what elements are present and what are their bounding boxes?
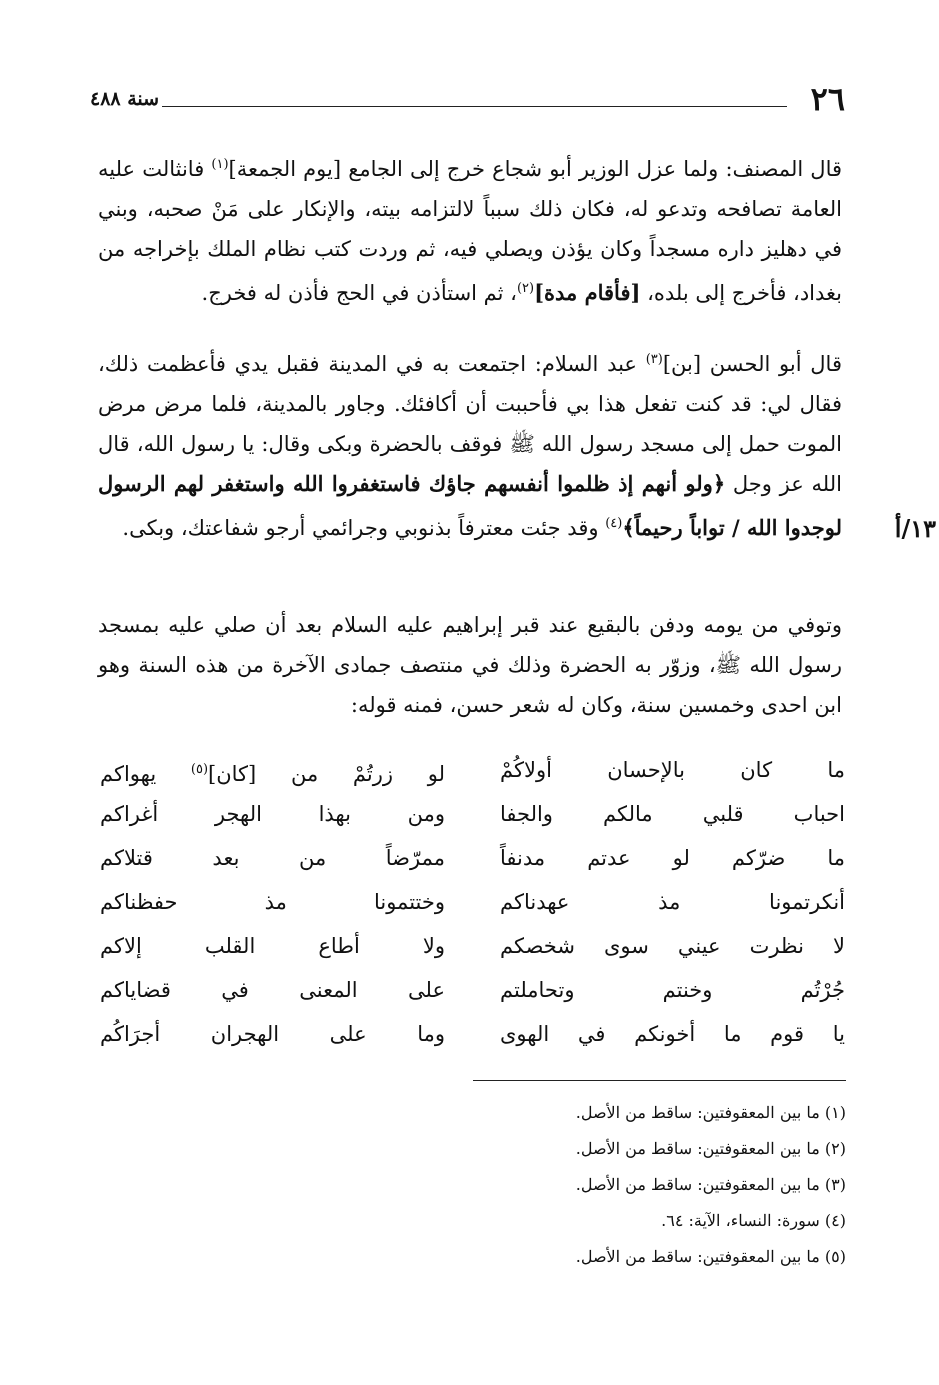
paragraph-text: ، ثم استأذن في الحج فأذن له فخرج. [201, 281, 517, 305]
poem-second-hemistich: وما على الهجران أجرَاكُم [100, 1022, 445, 1046]
paragraph-death [98, 605, 842, 725]
poem-verse [90, 794, 845, 834]
poem-verse [90, 750, 845, 790]
poem-second-hemistich: على المعنى في قضاياكم [100, 978, 445, 1002]
poem-verse [90, 970, 845, 1010]
poem-first-hemistich: ما كان بالإحسان أولاكُمْ [500, 758, 845, 782]
footnote-2: (٢) ما بين المعقوفتين: ساقط من الأصل. [575, 1139, 846, 1158]
footnote-ref-5: (٥) [190, 762, 209, 777]
poem-first-hemistich: احباب قلبي مالكم والجفا [500, 802, 845, 826]
hemistich-text: لو زرتُمْ من [كان] [208, 762, 445, 786]
paragraph-vizier-dismissal [98, 145, 842, 313]
paragraph-text: وقد جئت معترفاً بذنوبي وجرائمي أرجو شفاعتك، وبكى. [122, 516, 606, 540]
quran-quote: ﴿ولو أنهم إذ ظلموا أنفسهم جاؤك فاستغفروا الله واستغفر لهم الرسول لوجدوا الله / تواباً رحيماً﴾ [98, 471, 842, 540]
poem-first-hemistich: أنكرتمونا مذ عهدناكم [500, 890, 845, 914]
footnote-ref-3: (٣) [645, 352, 663, 367]
page-number: ٢٦ [810, 80, 845, 118]
footnote-4: (٤) سورة: النساء، الآية: ٦٤. [661, 1211, 846, 1230]
page-header [90, 78, 845, 122]
poem-second-hemistich: وختتمونا مذ حفظناكم [100, 890, 445, 914]
footnote-1: (١) ما بين المعقوفتين: ساقط من الأصل. [575, 1103, 846, 1122]
footnotes [426, 1095, 846, 1275]
paragraph-text: وتوفي من يومه ودفن بالبقيع عند قبر إبراهيم عليه السلام بعد أن صلي عليه بمسجد رسول الله ﷺ، وزوّر به الحضرة وذلك في منتصف جمادى الآخرة من هذه السنة وهو ابن احدى وخمسين سنة، وكان له شعر حسن، فمنه قوله: [98, 613, 842, 717]
footnote-ref-2: (٢) [516, 281, 535, 296]
paragraph-text: قال أبو الحسن [بن] [662, 352, 842, 376]
footnote-ref-4: (٤) [605, 516, 623, 531]
footnote-separator [473, 1080, 846, 1081]
poem [90, 750, 845, 1060]
manuscript-folio-marker: ١٣/أ [894, 514, 936, 543]
poem-verse [90, 1014, 845, 1054]
header-rule [162, 106, 787, 107]
footnote-5: (٥) ما بين المعقوفتين: ساقط من الأصل. [575, 1247, 846, 1266]
paragraph-text: فانثالت عليه العامة تصافحه وتدعو له، فكان ذلك سبباً لالتزامه بيته، والإنكار على مَنْ صحبه، وبني في دهليز داره مسجداً وكان يؤذن ويصلي فيه، ثم وردت كتب نظام الملك بإخراجه من بغداد، فأخرج إلى بلده، [98, 157, 842, 305]
poem-first-hemistich: ما ضرّكم لو عدتم مدنفاً [500, 846, 845, 870]
poem-second-hemistich: ممرّضاً من بعد قتلاكم [100, 846, 445, 870]
year-label: سنة ٤٨٨ [90, 88, 160, 110]
bold-insertion: [فأقام مدة] [534, 280, 641, 305]
paragraph-text: عبد السلام: اجتمعت به في المدينة فقبل يدي فأعظمت ذلك، فقال لي: قد كنت تفعل هذا بي فأحببت أن أكافئك. وجاور بالمدينة، فلما مرض مرض الموت حمل إلى مسجد رسول الله ﷺ فوقف بالحضرة وبكى وقال: يا رسول الله، قال الله عز وجل [98, 352, 842, 496]
paragraph-abu-al-hasan [98, 340, 842, 548]
poem-first-hemistich: لا نظرت عيني سوى شخصكم [500, 934, 845, 958]
poem-second-hemistich: ولا أطاع القلب إلاكم [100, 934, 445, 958]
poem-first-hemistich: جُرْتُم وخنتم وتحاملتم [500, 978, 845, 1002]
footnote-3: (٣) ما بين المعقوفتين: ساقط من الأصل. [575, 1175, 846, 1194]
poem-verse [90, 838, 845, 878]
poem-verse [90, 882, 845, 922]
footnote-ref-1: (١) [211, 157, 229, 172]
hemistich-text: يهواكم [100, 762, 191, 786]
paragraph-text: قال المصنف: ولما عزل الوزير أبو شجاع خرج إلى الجامع [يوم الجمعة] [228, 157, 843, 181]
poem-second-hemistich [100, 750, 445, 794]
poem-first-hemistich: يا قوم ما أخونكم في الهوى [500, 1022, 845, 1046]
poem-second-hemistich: ومن بهذا الهجر أغراكم [100, 802, 445, 826]
poem-verse [90, 926, 845, 966]
